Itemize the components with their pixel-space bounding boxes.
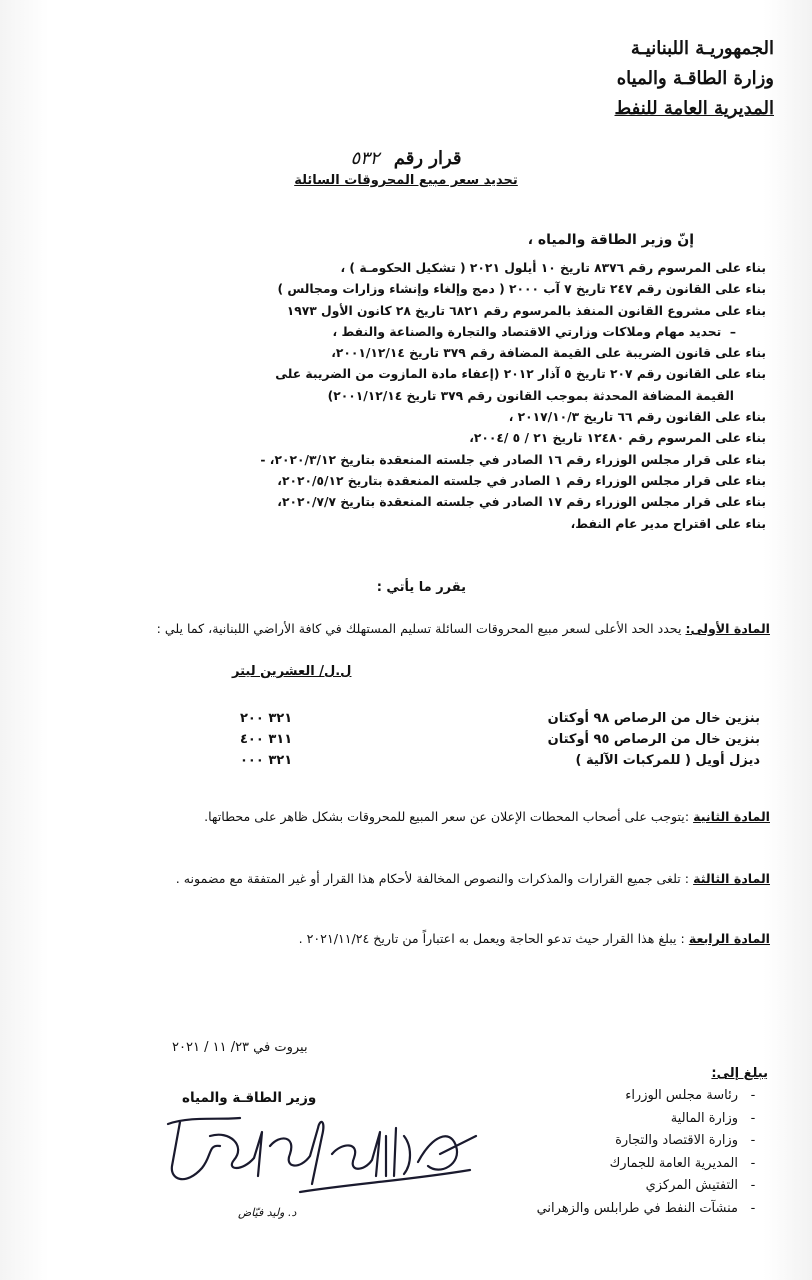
price-row (240, 750, 760, 771)
recital-line: بناء على المرسوم رقم ٨٣٧٦ تاريخ ١٠ أيلول ٢٠٢١ ( تشكيل الحكومـة ) ، (340, 261, 766, 275)
article-3 (30, 868, 770, 890)
article-1-label: المادة الأولى: (685, 621, 770, 636)
distribution-title: يبلغ إلى: (711, 1066, 768, 1081)
price-product: بنزين خال من الرصاص ٩٨ أوكتان (547, 711, 760, 726)
recital-line: بناء على قرار مجلس الوزراء رقم ١ الصادر في جلسته المنعقدة بتاريخ ٢٠٢٠/٥/١٢، (277, 473, 766, 488)
price-value: ٣٢١ ٠٠٠ (240, 753, 293, 768)
article-2 (30, 806, 770, 828)
distribution-item: - منشآت النفط في طرابلس والزهراني (537, 1198, 768, 1221)
article-4-text: : يبلغ هذا القرار حيث تدعو الحاجة ويعمل به اعتباراً من تاريخ ٢٠٢١/١١/٢٤ . (298, 931, 685, 946)
handwritten-signature (150, 1106, 490, 1196)
price-product: ديزل أويل ( للمركبات الآلية ) (575, 753, 760, 768)
decision-subject: تحديد سعر مبيع المحروقات السائلة (294, 173, 518, 188)
letterhead-ministry: وزارة الطاقـة والمياه (616, 68, 774, 89)
recital-line: بناء على المرسوم رقم ١٢٤٨٠ تاريخ ٢١ / ٥ /٢٠٠٤، (469, 431, 766, 446)
recital-line: بناء على قانون الضريبة على القيمة المضافة رقم ٣٧٩ تاريخ ٢٠٠١/١٢/١٤، (331, 346, 766, 361)
decision-heading (0, 148, 812, 169)
title-block (0, 148, 812, 188)
article-2-text: :يتوجب على أصحاب المحطات الإعلان عن سعر المبيع للمحروقات بشكل ظاهر على محطاتها. (204, 809, 690, 824)
distribution-item: - وزارة الاقتصاد والتجارة (537, 1130, 768, 1153)
letterhead-directorate: المديرية العامة للنفط (614, 98, 774, 119)
price-row (240, 729, 760, 750)
intro-line: إنّ وزير الطاقة والمياه ، (527, 232, 694, 248)
recital-line: بناء على اقتراح مدير عام النفط، (570, 516, 766, 531)
recital-line: بناء على قرار مجلس الوزراء رقم ١٧ الصادر في جلسته المنعقدة بتاريخ ٢٠٢٠/٧/٧، (277, 495, 766, 510)
recital-line: بناء على مشروع القانون المنفذ بالمرسوم رقم ٦٨٢١ تاريخ ٢٨ كانون الأول ١٩٧٣ (286, 303, 766, 318)
recital-dash: – (721, 324, 736, 339)
letterhead (615, 34, 775, 124)
letterhead-republic: الجمهوريـة اللبنانيـة (630, 38, 774, 59)
price-value: ٣١١ ٤٠٠ (240, 732, 293, 747)
recital-line (36, 322, 766, 343)
article-1 (30, 618, 770, 640)
price-product: بنزين خال من الرصاص ٩٥ أوكتان (547, 732, 760, 747)
resolves-heading: يقرر ما يأتي : (376, 580, 466, 595)
recital-line: بناء على القانون رقم ٦٦ تاريخ ٢٠١٧/١٠/٣ ، (508, 410, 766, 425)
distribution-items (537, 1085, 768, 1220)
minister-title: وزير الطاقـة والمياه (182, 1090, 317, 1106)
article-4-label: المادة الرابعة (688, 931, 770, 946)
price-table (240, 708, 760, 771)
place-and-date: بيروت في ٢٣/ ١١ / ٢٠٢١ (172, 1040, 308, 1055)
price-row (240, 708, 760, 729)
distribution-item: - وزارة المالية (537, 1108, 768, 1131)
price-unit-label: ل.ل/ العشرين ليتر (232, 664, 352, 679)
distribution-item: - التفتيش المركزي (537, 1175, 768, 1198)
decision-number: ٥٣٢ (350, 148, 380, 169)
signatory-name: د. وليد فيّاض (238, 1206, 297, 1219)
price-value: ٣٢١ ٢٠٠ (240, 711, 293, 726)
recital-line: القيمة المضافة المحدثة بموجب القانون رقم ٣٧٩ تاريخ ٢٠٠١/١٢/١٤) (327, 388, 734, 403)
article-3-label: المادة الثالثة (693, 871, 770, 886)
distribution-item: - المديرية العامة للجمارك (537, 1153, 768, 1176)
article-1-text: يحدد الحد الأعلى لسعر مبيع المحروقات السائلة تسليم المستهلك في كافة الأراضي اللبنانية، كما يلي : (156, 621, 682, 636)
article-3-text: : تلغى جميع القرارات والمذكرات والنصوص المخالفة لأحكام هذا القرار أو غير المتفقة مع مضمونه . (175, 871, 690, 886)
recital-line: بناء على القانون رقم ٢٤٧ تاريخ ٧ آب ٢٠٠٠ ( دمج وإلغاء وإنشاء وزارات ومجالس ) (277, 282, 766, 297)
recital-line: بناء على القانون رقم ٢٠٧ تاريخ ٥ آذار ٢٠١٢ (إعفاء مادة المازوت من الضريبة على (275, 367, 766, 382)
recitals-block (36, 258, 766, 535)
decision-label: قرار رقم (393, 148, 462, 169)
article-4 (30, 928, 770, 950)
distribution-item: - رئاسة مجلس الوزراء (537, 1085, 768, 1108)
article-2-label: المادة الثانية (693, 809, 770, 824)
distribution-list (537, 1066, 768, 1220)
recital-line-text: تحديد مهام وملاكات وزارتي الاقتصاد والتجارة والصناعة والنفط ، (332, 324, 722, 339)
recital-line: بناء على قرار مجلس الوزراء رقم ١٦ الصادر في جلسته المنعقدة بتاريخ ٢٠٢٠/٣/١٢، - (260, 452, 766, 467)
